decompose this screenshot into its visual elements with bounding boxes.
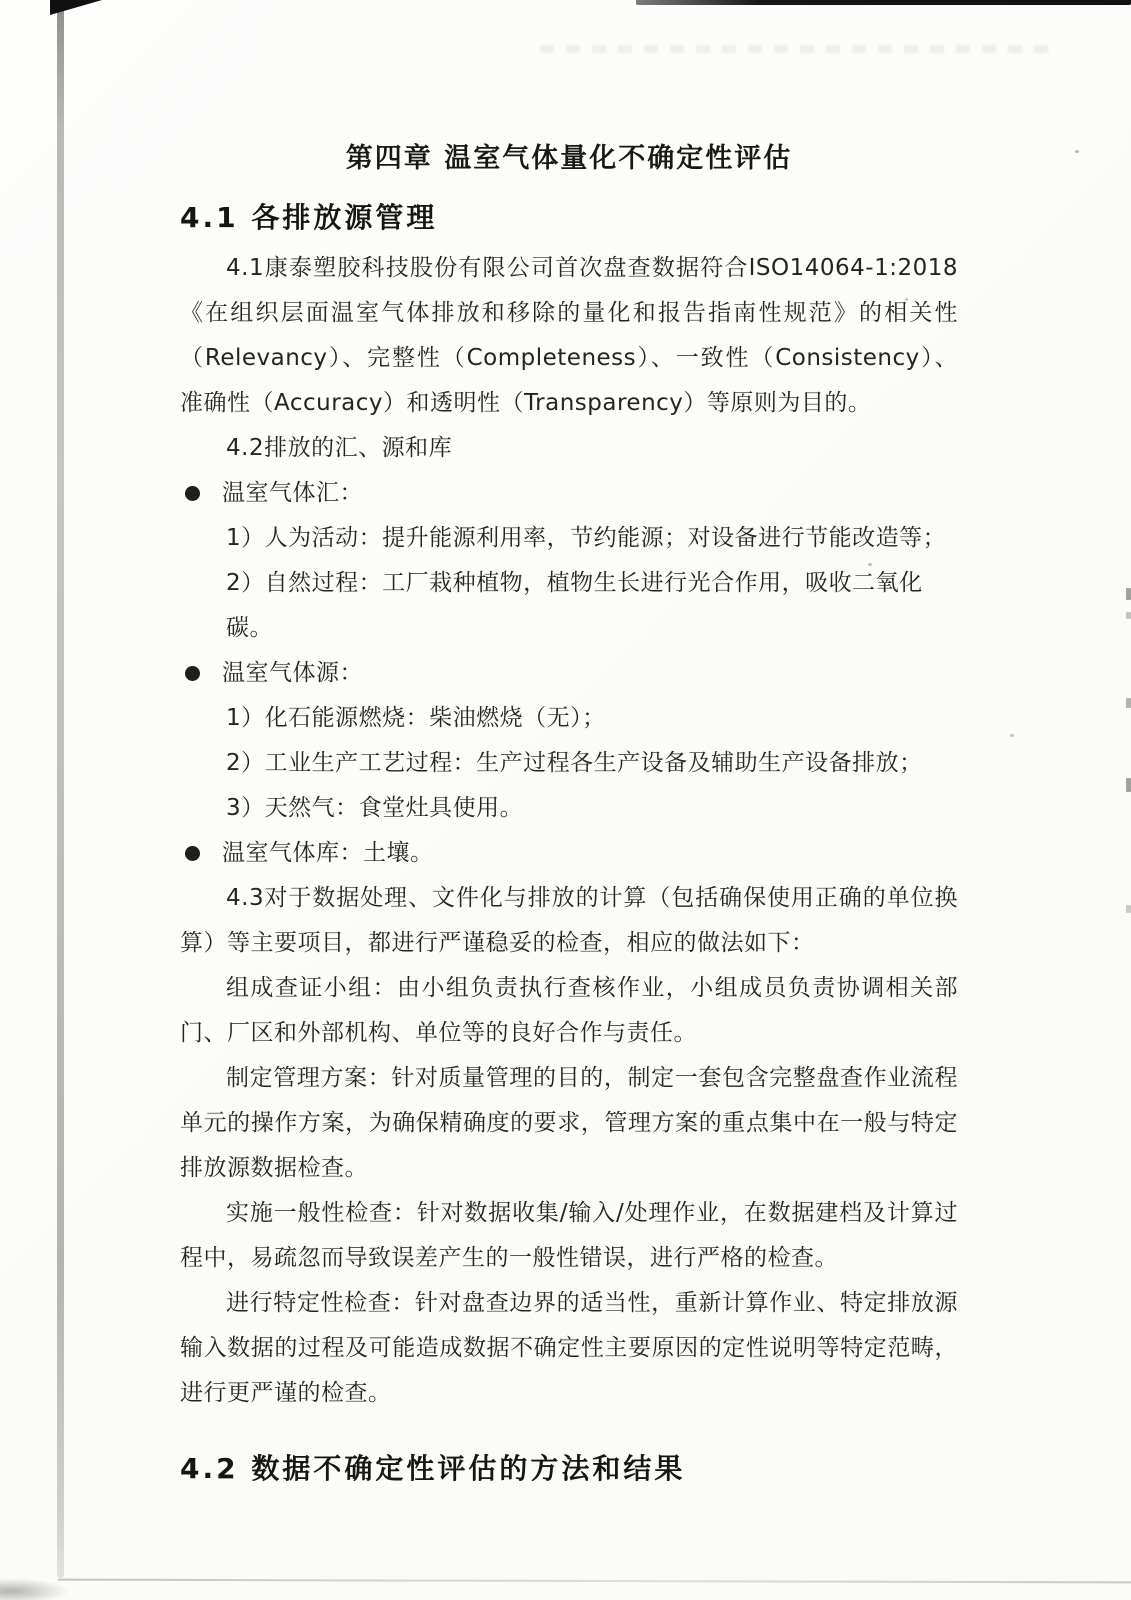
bullet-icon	[185, 846, 200, 861]
scan-smudge	[540, 45, 1060, 53]
paragraph-data-processing: 4.3对于数据处理、文件化与排放的计算（包括确保使用正确的单位换算）等主要项目，都进行严谨稳妥的检查，相应的做法如下：	[180, 885, 958, 956]
scan-curl-shadow	[0, 1578, 70, 1600]
page-content	[180, 136, 958, 1497]
bullet-icon	[185, 486, 200, 501]
bullet-item-ghg-pools	[180, 831, 958, 876]
section-4-2-heading: 4.2 数据不确定性评估的方法和结果	[180, 1452, 686, 1485]
paragraph-general-check: 实施一般性检查：针对数据收集/输入/处理作业，在数据建档及计算过程中，易疏忽而导致误差产生的一般性错误，进行严格的检查。	[180, 1200, 958, 1271]
paragraph-specific-check: 进行特定性检查：针对盘查边界的适当性，重新计算作业、特定排放源输入数据的过程及可能造成数据不确定性主要原因的定性说明等特定范畴，进行更严谨的检查。	[180, 1290, 958, 1406]
bullet-item-ghg-sinks	[180, 471, 958, 516]
scan-edge-tick	[1126, 612, 1131, 619]
scan-speck	[1075, 150, 1079, 153]
paragraph-management-plan: 制定管理方案：针对质量管理的目的，制定一套包含完整盘查作业流程单元的操作方案，为确保精确度的要求，管理方案的重点集中在一般与特定排放源数据检查。	[180, 1065, 958, 1181]
scan-top-edge-strip	[636, 0, 1131, 5]
bullet-label-ghg-sources: 温室气体源：	[222, 660, 363, 686]
paragraph-iso-principles: 4.1康泰塑胶科技股份有限公司首次盘查数据符合ISO14064-1:2018《在组织层面温室气体排放和移除的量化和报告指南性规范》的相关性（Relevancy）、完整性（Completeness）、一致性（Consistency）、准确性（Accuracy）和透明性（Transparency）等原则为目的。	[180, 255, 958, 416]
scan-corner-wedge	[50, 0, 102, 15]
paragraph-sinks-sources-pools: 4.2排放的汇、源和库	[226, 435, 453, 461]
chapter-title: 第四章 温室气体量化不确定性评估	[345, 143, 793, 174]
section-4-1-heading: 4.1 各排放源管理	[180, 201, 438, 234]
bullet-item-ghg-sources	[180, 651, 958, 696]
paragraph-verification-team: 组成查证小组：由小组负责执行查核作业，小组成员负责协调相关部门、厂区和外部机构、单位等的良好合作与责任。	[180, 975, 958, 1046]
scan-edge-tick	[1126, 905, 1131, 913]
bullet-label-ghg-pools: 温室气体库：土壤。	[222, 840, 434, 866]
list-item-natural-gas: 3）天然气：食堂灶具使用。	[226, 795, 524, 821]
list-item-fossil-fuel: 1）化石能源燃烧：柴油燃烧（无）；	[226, 705, 606, 731]
bullet-icon	[185, 666, 200, 681]
bullet-label-ghg-sinks: 温室气体汇：	[222, 480, 363, 506]
scan-page-bottom-edge	[58, 1579, 1131, 1584]
list-item-industrial-process: 2）工业生产工艺过程：生产过程各生产设备及辅助生产设备排放；	[226, 750, 923, 776]
scan-edge-tick	[1126, 698, 1131, 708]
list-item-natural-process: 2）自然过程：工厂栽种植物，植物生长进行光合作用，吸收二氧化碳。	[226, 570, 923, 641]
scan-edge-tick	[1126, 778, 1131, 792]
scan-edge-tick	[1126, 588, 1131, 600]
scan-speck	[1010, 734, 1014, 737]
scan-spine-line	[57, 4, 64, 1578]
list-item-human-activity: 1）人为活动：提升能源利用率，节约能源；对设备进行节能改造等；	[226, 525, 947, 551]
